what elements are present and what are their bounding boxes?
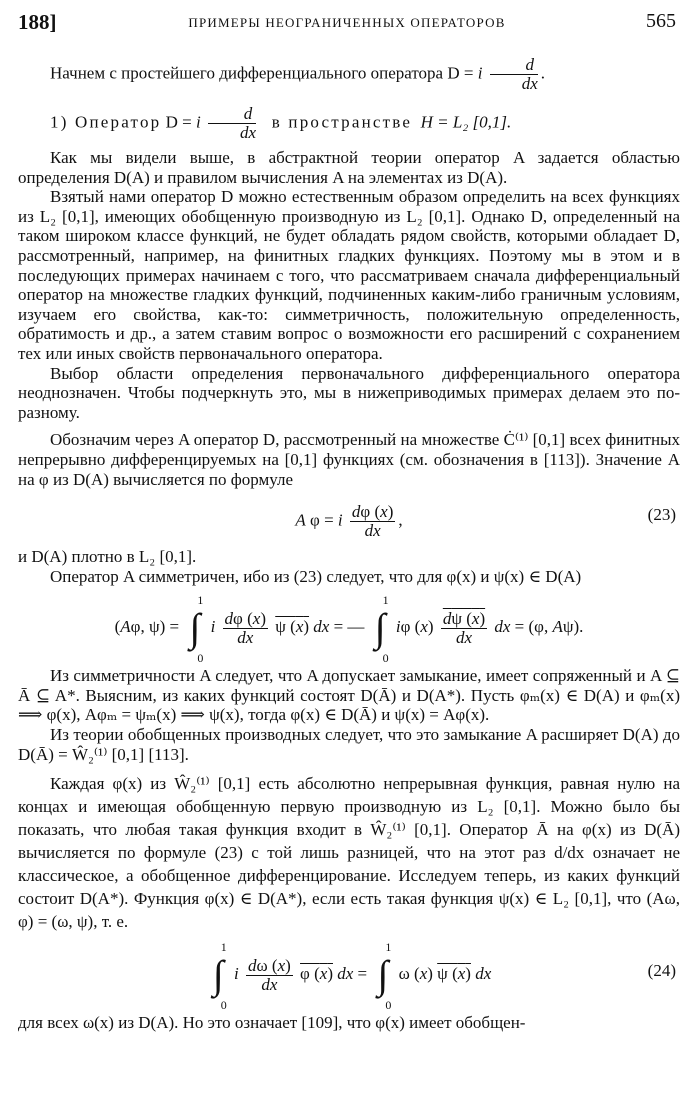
paragraph: Из теории обобщенных производных следует, что это замыкание A расширяет D(A) до D(Ā) = Ŵ₂⁽¹⁾ [0,1] [113]. [18, 725, 680, 764]
paragraph: Выбор области определения первоначального дифференциального оператора неоднозначен. Чтобы подчеркнуть это, мы в нижеприводимых примерах делаем это по-разному. [18, 363, 680, 422]
page-number: 565 [646, 10, 676, 32]
paragraph: Как мы видели выше, в абстрактной теории оператор A задается областью определения D(A) и правилом вычисления A на элементах из D(A). [18, 148, 680, 187]
section-number: 188] [18, 10, 57, 34]
paragraph: Каждая φ(x) из Ŵ₂⁽¹⁾ [0,1] есть абсолютно непрерывная функция, равная нулю на концах и имеющая обобщенную первую производную из L₂ [0,1]. Можно было бы показать, что любая такая функция входит в Ŵ₂⁽¹⁾ [0,1]. Оператор Ā на φ(x) из D(Ā) вычисляется по формуле (23) с той лишь разницей, что на этот раз d/dx означает не классическое, а обобщенное дифференцирование. Исследуем теперь, из каких функций состоит D(A*). Функция φ(x) ∈ D(A*), если есть такая функция ψ(x) ∈ L₂ [0,1], что (Aω, φ) = (ω, ψ), т. е. [18, 774, 680, 932]
item-1-heading: 1) Оператор D = i $\frac{d}{dx}$ в пространстве H = L₂ [0,1]. [50, 104, 512, 142]
equation-number: (24) [647, 961, 676, 981]
equation-23: A φ = i $\frac{d\varphi (x)}{dx}$ , (23) [295, 502, 676, 541]
running-header [18, 10, 676, 36]
paragraph: Обозначим через A оператор D, рассмотренный на множестве Ċ⁽¹⁾ [0,1] всех финитных непрерывно дифференцируемых на [0,1] функциях (см. обозначения в [113]). Значение A на φ из D(A) вычисляется по формуле [18, 430, 680, 489]
paragraph: для всех ω(x) из D(A). Но это означает [109], что φ(x) имеет обобщен- [18, 1013, 526, 1033]
intro-line: Начнем с простейшего дифференциального оператора D = i $\frac{d}{dx}$ . [50, 55, 546, 93]
equation-number: (23) [647, 505, 676, 525]
paragraph: Из симметричности A следует, что A допускает замыкание, имеет сопряженный и A ⊆ Ā ⊆ A*. Выясним, из каких функций состоят D(Ā) и D(A*). Пусть φₘ(x) ∈ D(A) и φₘ(x) ⟹ φ(x), Aφₘ = ψₘ(x) ⟹ ψ(x), тогда φ(x) ∈ D(Ā) и ψ(x) = Aφ(x). [18, 666, 680, 725]
paragraph: Оператор A симметричен, ибо из (23) следует, что для φ(x) и ψ(x) ∈ D(A) [50, 566, 582, 586]
symmetry-equation: (Aφ, ψ) = ∫ 1 0 i $\frac{d\varphi (x)}{dx}$ ψ (x) dx = — ∫ 1 0 iφ (x) $\frac{d\psi (x)}{dx}$ dx = (φ, Aψ). [114, 593, 584, 666]
equation-24: ∫ 1 0 i $\frac{d\omega (x)}{dx}$ φ (x) dx = ∫ 1 0 ω (x) ψ (x) dx (24) [212, 940, 676, 1013]
integral-sign: ∫ 1 0 [212, 940, 227, 1013]
running-title: ПРИМЕРЫ НЕОГРАНИЧЕННЫХ ОПЕРАТОРОВ [188, 15, 506, 30]
paragraph: и D(A) плотно в L₂ [0,1]. [18, 547, 197, 567]
integral-sign: ∫ 1 0 [374, 593, 389, 666]
integral-sign: ∫ 1 0 [189, 593, 204, 666]
page-body [18, 50, 680, 1033]
paragraph: Взятый нами оператор D можно естественным образом определить на всех функциях из L₂ [0,1], имеющих обобщенную производную из L₂ [0,1]. Однако D, определенный на таком широком классе функций, не будет обладать рядом свойств, которыми обладает D, рассмотренный, например, на финитных гладких функциях. Поэтому мы в этом и в последующих примерах начинаем с того, что рассматриваем сначала дифференциальный оператор на множестве гладких функций, подчиненных каким-либо граничным условиям, изучаем его свойства, как-то: симметричность, положительную определенность, обратимость и др., а затем ставим вопрос о возможности его расширений с сохранением тех или иных свойств первоначального оператора. [18, 187, 680, 363]
integral-sign: ∫ 1 0 [377, 940, 392, 1013]
